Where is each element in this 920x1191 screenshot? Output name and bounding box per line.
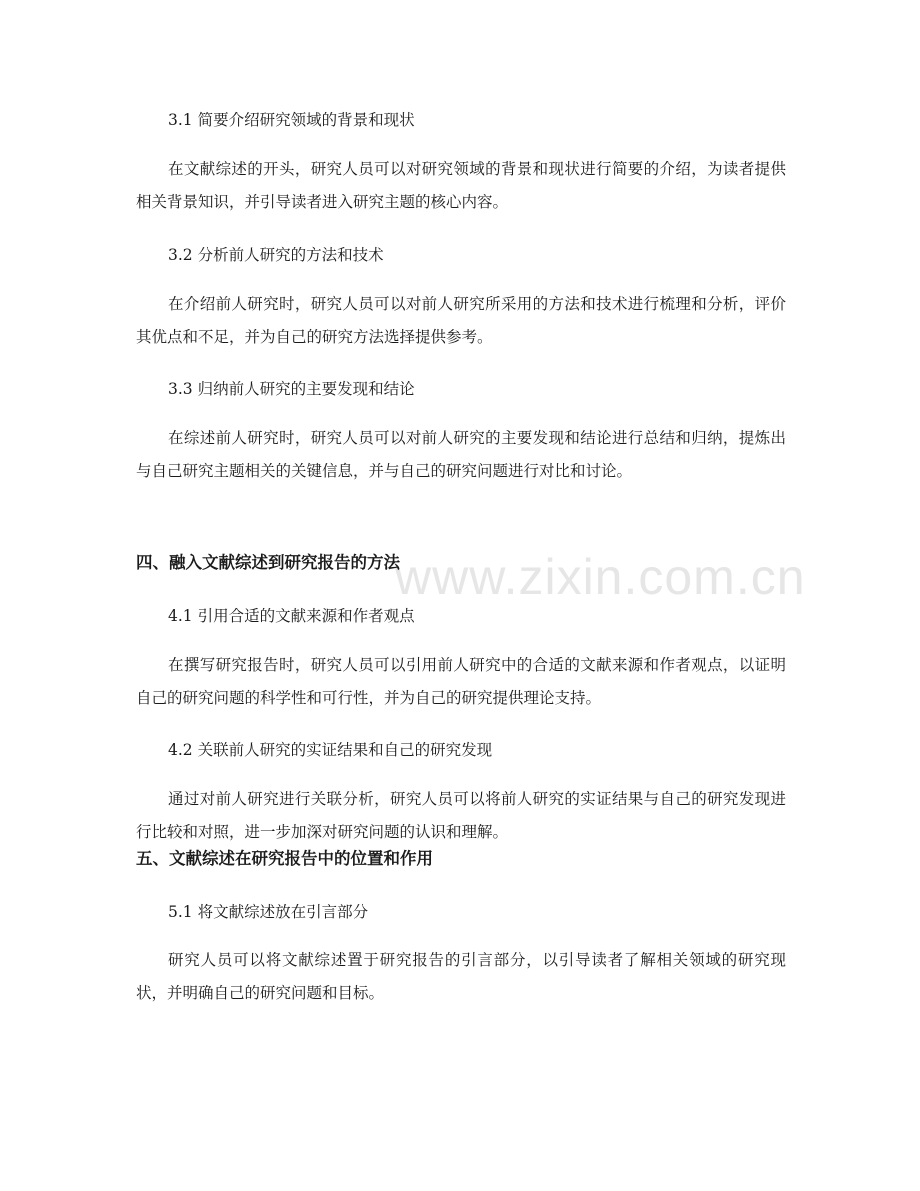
subheading-4-2: 4.2 关联前人研究的实证结果和自己的研究发现 [168,741,493,759]
subheading-3-3: 3.3 归纳前人研究的主要发现和结论 [168,380,415,398]
watermark: www.zixin.com.cn [395,549,806,605]
paragraph-3-2: 在介绍前人研究时，研究人员可以对前人研究所采用的方法和技术进行梳理和分析，评价其优点和不足，并为自己的研究方法选择提供参考。 [136,295,786,346]
paragraph-3-3: 在综述前人研究时，研究人员可以对前人研究的主要发现和结论进行总结和归纳，提炼出与自己研究主题相关的关键信息，并与自己的研究问题进行对比和讨论。 [136,429,786,480]
subheading-4-1: 4.1 引用合适的文献来源和作者观点 [168,607,415,625]
paragraph-4-1: 在撰写研究报告时，研究人员可以引用前人研究中的合适的文献来源和作者观点，以证明自己的研究问题的科学性和可行性，并为自己的研究提供理论支持。 [136,656,786,707]
subheading-3-1: 3.1 简要介绍研究领域的背景和现状 [168,111,415,129]
paragraph-5-1: 研究人员可以将文献综述置于研究报告的引言部分，以引导读者了解相关领域的研究现状，并明确自己的研究问题和目标。 [136,951,786,1002]
heading-4: 四、融入文献综述到研究报告的方法 [136,553,400,572]
subheading-5-1: 5.1 将文献综述放在引言部分 [168,903,369,921]
paragraph-4-2: 通过对前人研究进行关联分析，研究人员可以将前人研究的实证结果与自己的研究发现进行比较和对照，进一步加深对研究问题的认识和理解。 [136,790,786,841]
subheading-3-2: 3.2 分析前人研究的方法和技术 [168,246,384,264]
heading-5: 五、文献综述在研究报告中的位置和作用 [136,849,433,868]
paragraph-3-1: 在文献综述的开头，研究人员可以对研究领域的背景和现状进行简要的介绍，为读者提供相关背景知识，并引导读者进入研究主题的核心内容。 [136,160,786,211]
